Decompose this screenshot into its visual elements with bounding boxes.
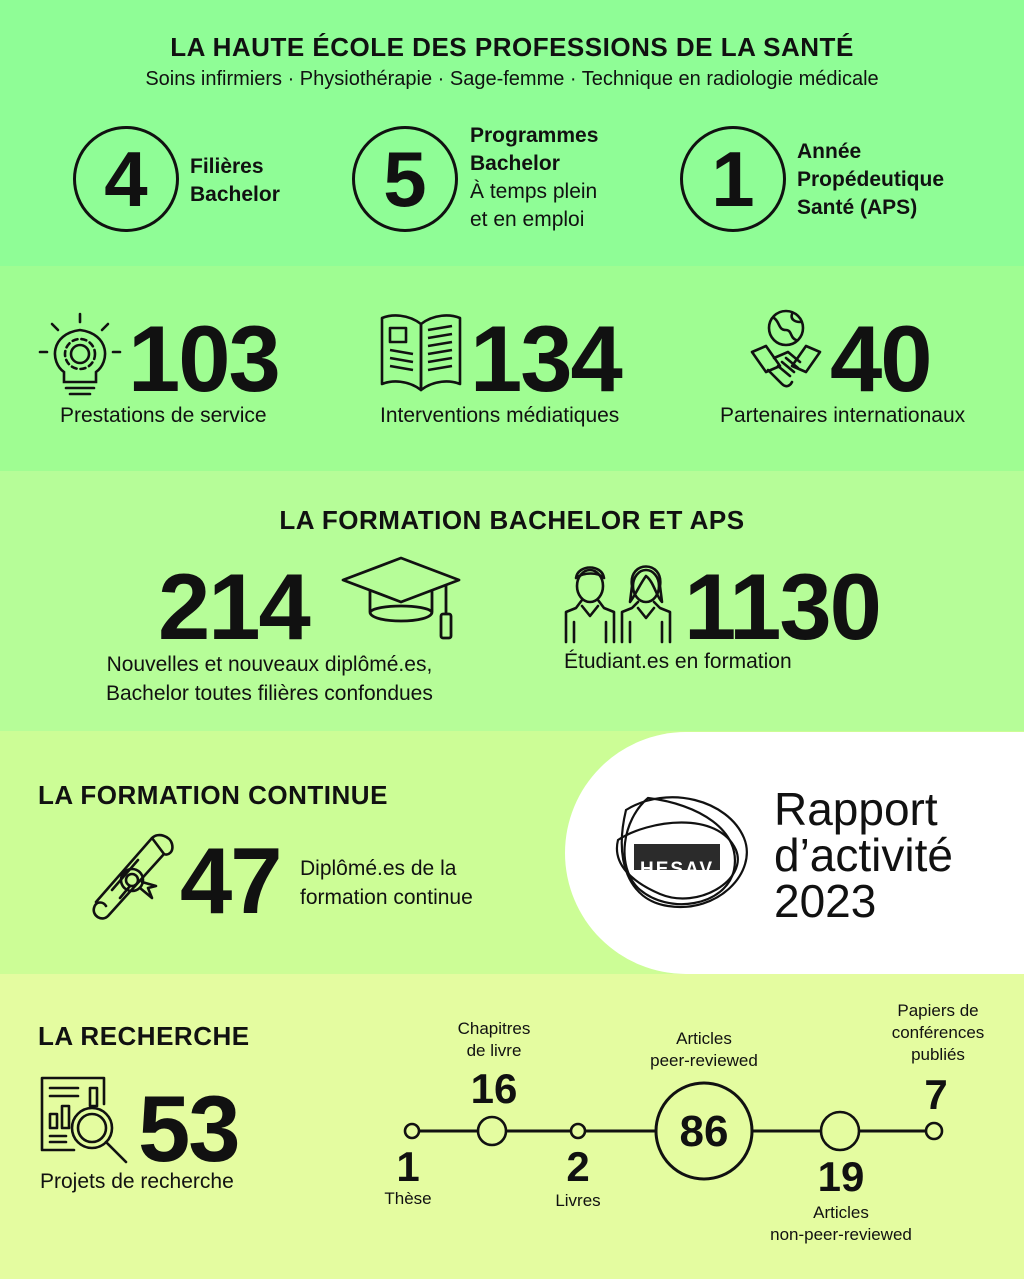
timeline-label-line: non-peer-reviewed bbox=[770, 1225, 912, 1244]
timeline-node-livres bbox=[571, 1124, 585, 1138]
stat-number-partenaires: 40 bbox=[830, 306, 931, 411]
timeline-label-line: conférences bbox=[891, 1023, 985, 1042]
timeline-number-livres: 2 bbox=[566, 1143, 590, 1190]
lightbulb-gear-icon bbox=[40, 312, 120, 398]
timeline-number-these: 1 bbox=[396, 1143, 420, 1190]
stat-label-prestations: Prestations de service bbox=[60, 404, 267, 427]
count-label-line: Programmes bbox=[470, 124, 599, 147]
section-title-research: LA RECHERCHE bbox=[38, 1021, 250, 1051]
hesav-logo-text: HESAV bbox=[639, 859, 715, 880]
count-label-line: et en emploi bbox=[470, 208, 585, 231]
timeline-label-line: Chapitres bbox=[457, 1019, 531, 1038]
timeline-number-chapitres: 16 bbox=[470, 1065, 518, 1112]
count-label-line: Bachelor bbox=[190, 183, 280, 206]
report-title-line: d’activité bbox=[774, 829, 953, 881]
graduates-label-line: Bachelor toutes filières confondues bbox=[106, 682, 433, 705]
students-number: 1130 bbox=[684, 554, 880, 659]
count-label-line: Filières bbox=[190, 155, 264, 178]
timeline-label-line: publiés bbox=[911, 1045, 965, 1064]
count-label-line: À temps plein bbox=[470, 180, 598, 203]
graduation-cap-icon bbox=[340, 554, 462, 644]
graduates-label-line: Nouvelles et nouveaux diplômé.es, bbox=[106, 653, 433, 676]
count-label-programmes bbox=[470, 122, 598, 234]
timeline-label-line: peer-reviewed bbox=[650, 1051, 758, 1070]
count-circle-aps: 1 bbox=[680, 126, 786, 232]
globe-handshake-icon bbox=[748, 308, 824, 396]
timeline-number-non-peer-reviewed: 19 bbox=[817, 1153, 865, 1200]
timeline-label-conferences bbox=[876, 1000, 1000, 1066]
timeline-label-these: Thèse bbox=[384, 1189, 432, 1208]
timeline-number-peer-reviewed: 86 bbox=[679, 1107, 729, 1156]
count-label-filieres bbox=[190, 153, 280, 209]
report-title-line: Rapport bbox=[774, 783, 938, 835]
section-title-bachelor: LA FORMATION BACHELOR ET APS bbox=[279, 505, 745, 535]
count-circle-filieres: 4 bbox=[73, 126, 179, 232]
timeline-node-these bbox=[405, 1124, 419, 1138]
count-label-line: Bachelor bbox=[470, 152, 560, 175]
timeline-label-line: Articles bbox=[813, 1203, 869, 1222]
students-icon bbox=[562, 556, 676, 644]
continuing-label bbox=[300, 854, 473, 912]
research-number: 53 bbox=[138, 1076, 239, 1181]
timeline-label-peer-reviewed bbox=[624, 1028, 784, 1072]
stat-label-interventions: Interventions médiatiques bbox=[380, 404, 620, 427]
stat-number-interventions: 134 bbox=[470, 306, 621, 411]
page-title: LA HAUTE ÉCOLE DES PROFESSIONS DE LA SANTÉ bbox=[170, 32, 854, 62]
newspaper-icon bbox=[378, 310, 464, 394]
graduates-label bbox=[106, 650, 433, 708]
count-circle-programmes: 5 bbox=[352, 126, 458, 232]
page-subtitle: Soins infirmiers · Physiothérapie · Sage-femme · Technique en radiologie médicale bbox=[145, 68, 879, 90]
timeline-label-non-peer-reviewed bbox=[756, 1202, 926, 1246]
timeline-node-conferences bbox=[926, 1123, 942, 1139]
timeline-node-non-peer-reviewed bbox=[821, 1112, 859, 1150]
count-label-aps bbox=[797, 138, 944, 222]
count-label-line: Année bbox=[797, 140, 862, 163]
timeline-label-line: de livre bbox=[466, 1041, 522, 1060]
hesav-logo-icon bbox=[608, 790, 758, 920]
report-title-line: 2023 bbox=[774, 875, 877, 927]
count-label-line: Propédeutique bbox=[797, 168, 945, 191]
continuing-label-line: formation continue bbox=[300, 886, 473, 909]
diploma-scroll-icon bbox=[90, 830, 180, 920]
continuing-label-line: Diplômé.es de la bbox=[300, 857, 457, 880]
count-label-line: Santé (APS) bbox=[797, 196, 918, 219]
students-label: Étudiant.es en formation bbox=[564, 650, 792, 673]
research-label: Projets de recherche bbox=[40, 1170, 234, 1193]
timeline-number-conferences: 7 bbox=[924, 1071, 948, 1118]
research-magnifier-icon bbox=[38, 1074, 130, 1166]
timeline-label-line: Articles bbox=[676, 1029, 732, 1048]
section-title-continuing: LA FORMATION CONTINUE bbox=[38, 780, 388, 810]
report-title bbox=[774, 783, 953, 927]
stat-label-partenaires: Partenaires internationaux bbox=[720, 404, 966, 427]
timeline-label-chapitres bbox=[432, 1018, 556, 1062]
timeline-node-chapitres bbox=[478, 1117, 506, 1145]
timeline-label-line: Papiers de bbox=[897, 1001, 979, 1020]
timeline-label-livres: Livres bbox=[555, 1191, 601, 1210]
graduates-number: 214 bbox=[158, 554, 309, 659]
continuing-number: 47 bbox=[180, 828, 281, 933]
stat-number-prestations: 103 bbox=[128, 306, 279, 411]
